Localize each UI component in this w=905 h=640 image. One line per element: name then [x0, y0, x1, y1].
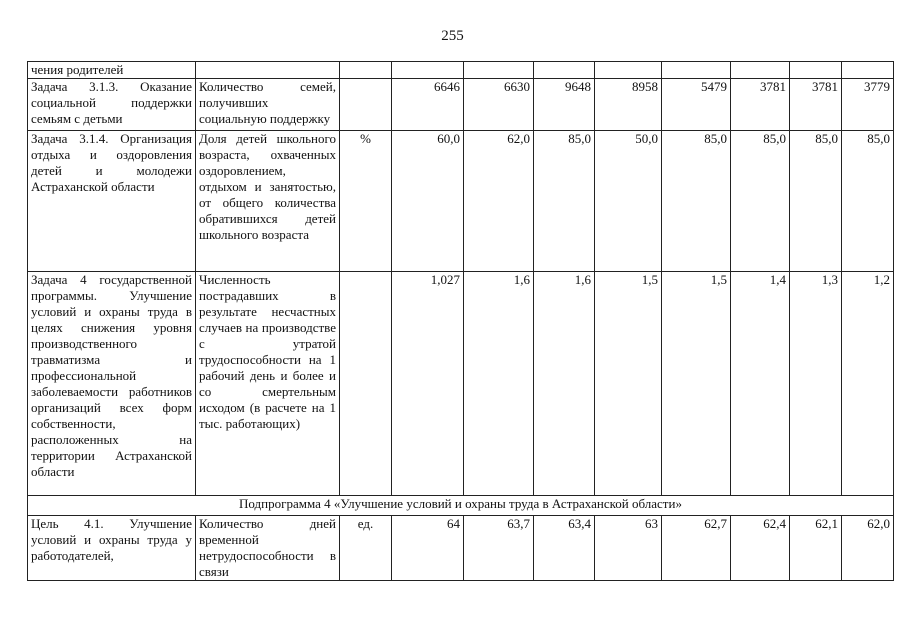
value-cell: 64 — [392, 516, 464, 581]
value-cell: 1,2 — [842, 272, 894, 496]
value-cell: 62,0 — [842, 516, 894, 581]
value-cell: 1,4 — [731, 272, 790, 496]
value-cell: 62,7 — [662, 516, 731, 581]
value-cell: 6630 — [464, 79, 534, 131]
value-cell — [790, 62, 842, 79]
unit-cell: ед. — [340, 516, 392, 581]
value-cell — [392, 62, 464, 79]
indicator-cell: Доля детей школьного возраста, охваченных оздоровлением, отдыхом и занятостью, от общего количества обратившихся детей школьного возраста — [196, 131, 340, 272]
table-row — [28, 62, 894, 79]
indicator-cell: Количество семей, получивших социальную поддержку — [196, 79, 340, 131]
value-cell: 1,027 — [392, 272, 464, 496]
value-cell: 85,0 — [662, 131, 731, 272]
value-cell: 85,0 — [731, 131, 790, 272]
value-cell — [464, 62, 534, 79]
task-cell: Цель 4.1. Улучшение условий и охраны труда у работодателей, — [28, 516, 196, 581]
value-cell: 1,6 — [534, 272, 595, 496]
task-cell: чения родителей — [28, 62, 196, 79]
value-cell — [595, 62, 662, 79]
value-cell: 3781 — [731, 79, 790, 131]
indicator-cell: Количество дней временной нетрудоспособности в связи — [196, 516, 340, 581]
value-cell: 62,0 — [464, 131, 534, 272]
value-cell: 1,3 — [790, 272, 842, 496]
value-cell — [842, 62, 894, 79]
value-cell: 63,7 — [464, 516, 534, 581]
indicator-cell: Численность пострадавших в результате несчастных случаев на производстве с утратой трудоспособности на 1 рабочий день и более и со смертельным исходом (в расчете на 1 тыс. работающих) — [196, 272, 340, 496]
value-cell: 3781 — [790, 79, 842, 131]
page-number: 255 — [441, 28, 464, 44]
subprogram-row — [28, 496, 894, 516]
value-cell — [731, 62, 790, 79]
value-cell — [534, 62, 595, 79]
indicator-cell — [196, 62, 340, 79]
table-row — [28, 516, 894, 581]
value-cell — [662, 62, 731, 79]
task-cell: Задача 4 государственной программы. Улучшение условий и охраны труда в целях снижения уровня производственного травматизма и профессиональной заболеваемости работников организаций всех форм собственности, расположенных на территории Астраханской области — [28, 272, 196, 496]
value-cell: 8958 — [595, 79, 662, 131]
table-row — [28, 79, 894, 131]
value-cell: 85,0 — [534, 131, 595, 272]
value-cell: 1,6 — [464, 272, 534, 496]
value-cell: 62,1 — [790, 516, 842, 581]
subprogram-header: Подпрограмма 4 «Улучшение условий и охраны труда в Астраханской области» — [28, 496, 894, 516]
unit-cell — [340, 79, 392, 131]
table-row — [28, 131, 894, 272]
value-cell: 50,0 — [595, 131, 662, 272]
value-cell: 63,4 — [534, 516, 595, 581]
value-cell: 6646 — [392, 79, 464, 131]
unit-cell — [340, 62, 392, 79]
value-cell: 62,4 — [731, 516, 790, 581]
task-cell: Задача 3.1.3. Оказание социальной поддержки семьям с детьми — [28, 79, 196, 131]
indicators-table — [27, 61, 894, 581]
value-cell: 85,0 — [790, 131, 842, 272]
unit-cell: % — [340, 131, 392, 272]
value-cell: 5479 — [662, 79, 731, 131]
unit-cell — [340, 272, 392, 496]
task-cell: Задача 3.1.4. Организация отдыха и оздоровления детей и молодежи Астраханской области — [28, 131, 196, 272]
value-cell: 1,5 — [595, 272, 662, 496]
value-cell: 9648 — [534, 79, 595, 131]
table-row — [28, 272, 894, 496]
value-cell: 3779 — [842, 79, 894, 131]
value-cell: 60,0 — [392, 131, 464, 272]
value-cell: 63 — [595, 516, 662, 581]
value-cell: 85,0 — [842, 131, 894, 272]
value-cell: 1,5 — [662, 272, 731, 496]
